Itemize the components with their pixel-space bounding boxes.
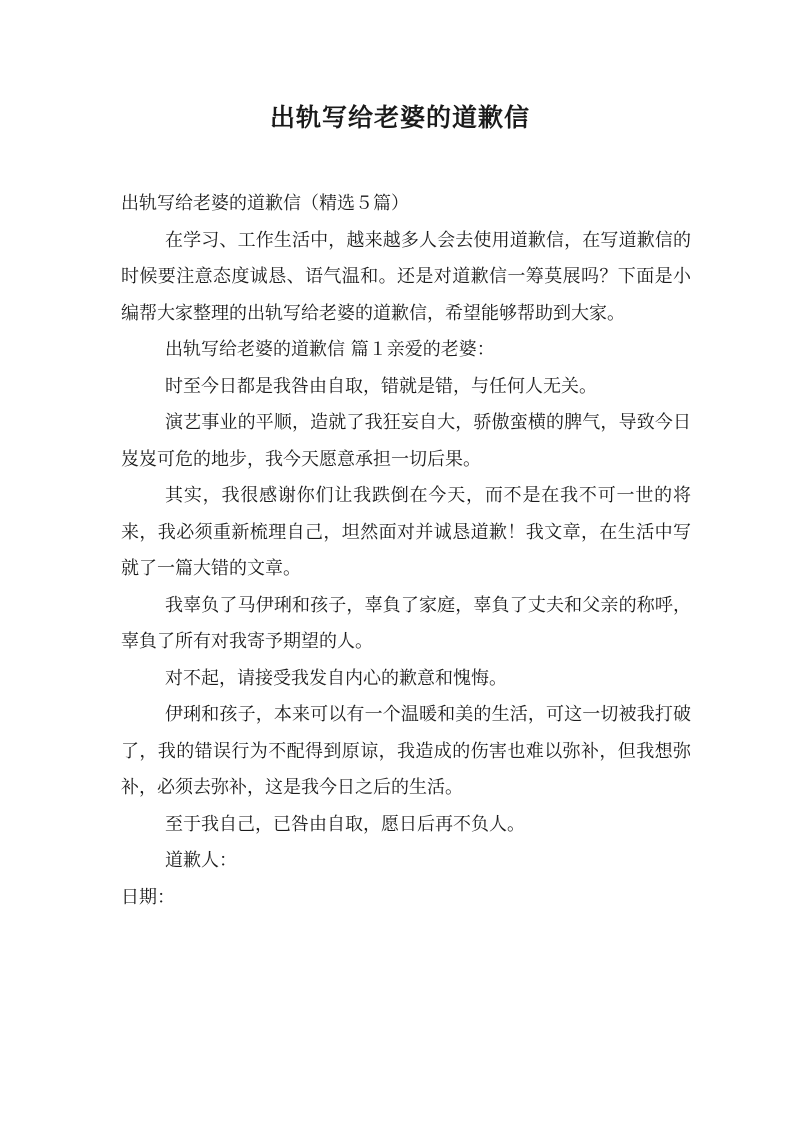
paragraph: 出轨写给老婆的道歉信（精选５篇） [121, 193, 409, 214]
document-body [121, 186, 691, 916]
paragraph: 我辜负了马伊琍和孩子，辜負了家庭，辜負了丈夫和父亲的称呼，辜負了所有对我寄予期望的人。 [121, 594, 691, 652]
paragraph: 演艺事业的平顺，造就了我狂妄自大，骄傲蛮横的脾气，导致今日岌岌可危的地步，我今天愿意承担一切后果。 [121, 412, 691, 470]
paragraph: 伊琍和孩子，本来可以有一个温暖和美的生活，可这一切被我打破了，我的错误行为不配得到原谅，我造成的伤害也难以弥补，但我想弥补，必须去弥补，这是我今日之后的生活。 [121, 704, 691, 798]
paragraph: 在学习、工作生活中，越来越多人会去使用道歉信，在写道歉信的时候要注意态度诚恳、语气温和。还是对道歉信一筹莫展吗？下面是小编帮大家整理的出轨写给老婆的道歉信，希望能够帮助到大家。 [121, 229, 691, 324]
paragraph: 至于我自己，已咎由自取，愿日后再不负人。 [165, 813, 525, 835]
paragraph: 道歉人： [165, 850, 237, 871]
document-title: 出轨写给老婆的道歉信 [269, 103, 530, 132]
paragraph: 时至今日都是我咎由自取，错就是错，与任何人无关。 [165, 375, 597, 397]
paragraph: 对不起，请接受我发自内心的歉意和愧悔。 [165, 667, 507, 689]
paragraph: 其实，我很感谢你们让我跌倒在今天，而不是在我不可一世的将来，我必须重新梳理自己，坦然面对并诚恳道歉！我文章，在生活中写就了一篇大错的文章。 [121, 485, 691, 579]
paragraph: 出轨写给老婆的道歉信 篇１亲爱的老婆： [165, 339, 495, 360]
paragraph: 日期： [121, 886, 175, 908]
